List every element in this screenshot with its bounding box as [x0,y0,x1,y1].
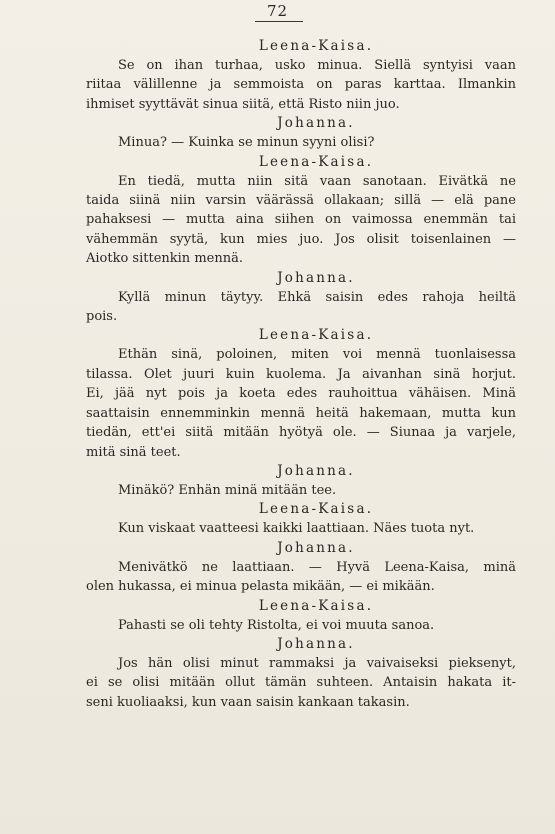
speaker-name: Johanna. [277,539,355,556]
dialogue-paragraph [86,288,516,327]
dialogue-paragraph [86,519,516,538]
speaker-name: Johanna. [277,635,355,652]
page-number-rule [255,21,303,22]
text-line: riitaa välillenne ja semmoista on paras karttaa. Ilmankin [86,77,516,93]
dialogue-paragraph [86,133,516,152]
page-number: 72 [266,2,289,20]
text-line: Menivätkö ne laattiaan. — Hyvä Leena-Kaisa, minä [118,559,516,575]
text-line: Ethän sinä, poloinen, miten voi mennä tuonlaisessa [118,347,516,363]
text-line: Pahasti se oli tehty Ristolta, ei voi muuta sanoa. [118,617,435,633]
text-line: Minua? — Kuinka se minun syyni olisi? [118,135,375,151]
text-line: Kyllä minun täytyy. Ehkä saisin edes rahoja heiltä [118,289,516,305]
speaker-name: Leena-Kaisa. [258,597,374,614]
dialogue-paragraph [86,481,516,500]
text-line: En tiedä, mutta niin sitä vaan sanotaan. Eivätkä ne [118,173,516,189]
dialogue-paragraph [86,56,516,114]
text-line: pois. [86,309,118,325]
speaker-name: Johanna. [277,115,355,132]
speaker-name: Johanna. [277,462,355,479]
text-line: taida siinä niin varsin väärässä ollakaan; sillä — elä pane [86,193,516,209]
text-line: seni kuoliaaksi, kun vaan saisin kankaan takasin. [86,694,410,710]
dialogue-paragraph [86,654,516,712]
speaker-name: Leena-Kaisa. [258,501,374,518]
text-line: olen hukassa, ei minua pelasta mikään, — ei mikään. [86,579,435,595]
dialogue-paragraph [86,172,516,269]
text-line: ei se olisi mitään ollut tämän suhteen. Antaisin hakata it- [86,675,516,691]
text-line: tiedän, ett'ei siitä mitään hyötyä ole. — Siunaa ja varjele, [86,425,516,441]
dialogue-paragraph [86,616,516,635]
text-line: Minäkö? Enhän minä mitään tee. [118,482,337,498]
text-line: Aiotko sittenkin mennä. [86,251,243,267]
text-line: Se on ihan turhaa, usko minua. Siellä syntyisi vaan [118,58,516,73]
speaker-name: Leena-Kaisa. [258,327,374,344]
dialogue-body [86,37,516,712]
speaker-name: Leena-Kaisa. [258,38,374,54]
speaker-name: Leena-Kaisa. [258,153,374,170]
dialogue-paragraph [86,345,516,461]
text-line: vähemmän syytä, kun mies juo. Jos olisit toisenlainen — [86,231,516,247]
text-line: tilassa. Olet juuri kuin kuolema. Ja aivanhan sinä horjut. [86,366,516,382]
text-line: Kun viskaat vaatteesi kaikki laattiaan. Näes tuota nyt. [118,521,475,537]
text-line: ihmiset syyttävät sinua siitä, että Risto niin juo. [86,96,400,112]
text-line: saattaisin ennemminkin mennä heitä hakemaan, mutta kun [86,405,516,421]
text-line: Jos hän olisi minut rammaksi ja vaivaiseksi pieksenyt, [118,655,516,671]
speaker-name: Johanna. [277,269,355,286]
dialogue-paragraph [86,558,516,597]
text-line: Ei, jää nyt pois ja koeta edes rauhoittua vähäisen. Minä [86,386,516,402]
text-line: pahaksesi — mutta aina siihen on vaimossa enemmän tai [86,212,516,228]
text-line: mitä sinä teet. [86,444,181,460]
